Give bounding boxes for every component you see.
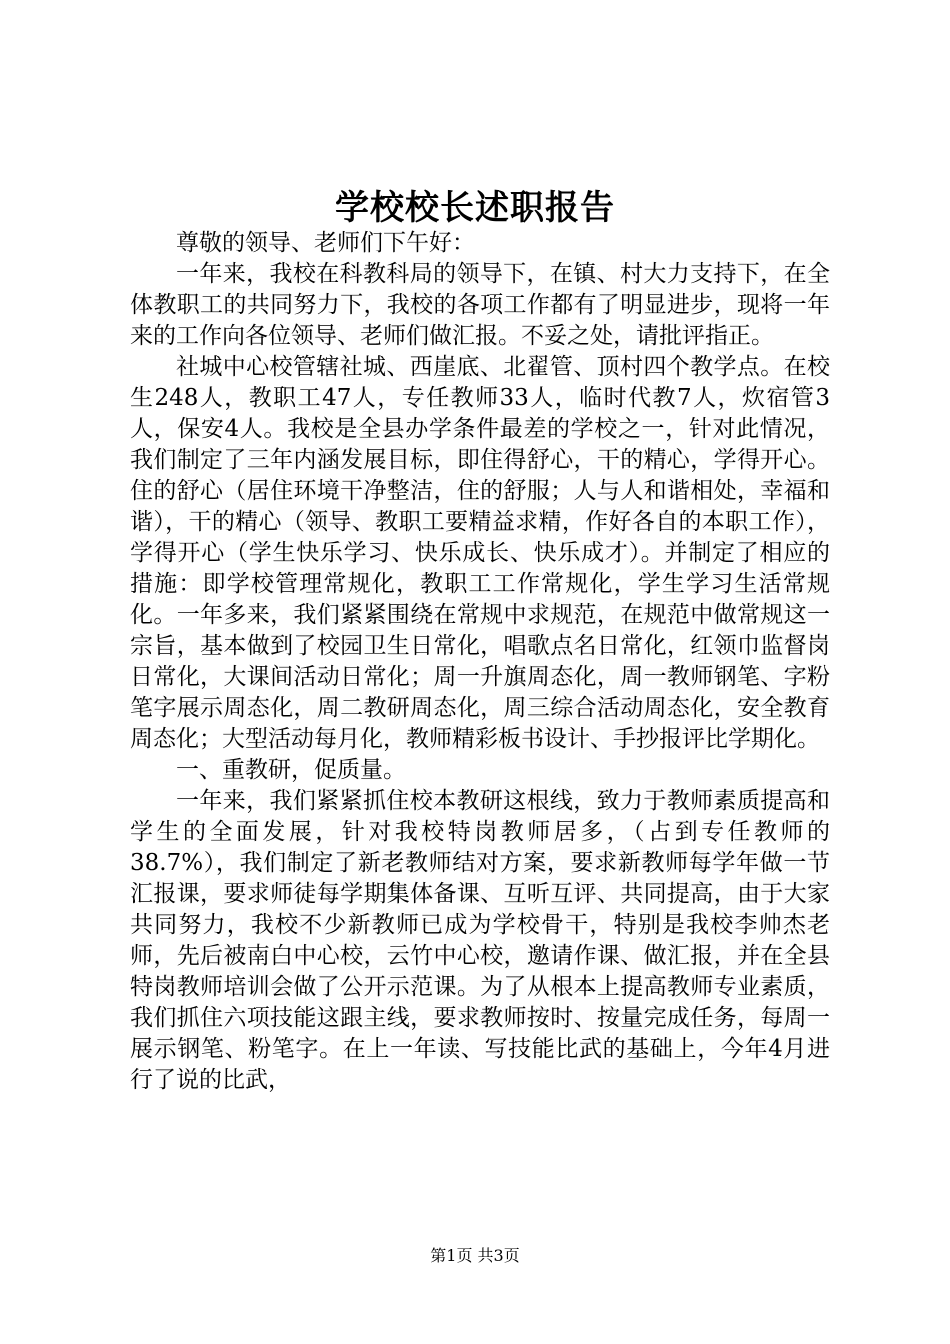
page-footer: 第1页 共3页 [430,1246,520,1265]
paragraph-greeting: 尊敬的领导、老师们下午好： [176,230,475,256]
paragraph-teaching-research: 一年来，我们紧紧抓住校本教研这根线，致力于教师素质提高和学生的全面发展，针对我校特岗教师居多，（占到专任教师的38.7%），我们制定了新老教师结对方案，要求新教师每学年做一节汇报课，要求师徒每学期集体备课、互听互评、共同提高，由于大家共同努力，我校不少新教师已成为学校骨干，特别是我校李帅杰老师，先后被南白中心校，云竹中心校，邀请作课、做汇报，并在全县特岗教师培训会做了公开示范课。为了从根本上提高教师专业素质，我们抓住六项技能这跟主线，要求教师按时、按量完成任务，每周一展示钢笔、粉笔字。在上一年读、写技能比武的基础上，今年4月进行了说的比武， [130,788,830,1093]
document-title: 学校校长述职报告 [335,188,615,228]
paragraph-intro: 一年来，我校在科教科局的领导下，在镇、村大力支持下，在全体教职工的共同努力下，我校的各项工作都有了明显进步，现将一年来的工作向各位领导、老师们做汇报。不妥之处，请批评指正。 [130,261,830,349]
document-body [130,228,830,1096]
paragraph-school-overview: 社城中心校管辖社城、西崖底、北翟管、顶村四个教学点。在校生248人，教职工47人，专任教师33人，临时代教7人，炊宿管3人，保安4人。我校是全县办学条件最差的学校之一，针对此情况，我们制定了三年内涵发展目标，即住得舒心，干的精心，学得开心。住的舒心（居住环境干净整洁，住的舒服；人与人和谐相处，幸福和谐），干的精心（领导、教职工要精益求精，作好各自的本职工作），学得开心（学生快乐学习、快乐成长、快乐成才）。并制定了相应的措施：即学校管理常规化，教职工工作常规化，学生学习生活常规化。一年多来，我们紧紧围绕在常规中求规范，在规范中做常规这一宗旨，基本做到了校园卫生日常化，唱歌点名日常化，红领巾监督岗日常化，大课间活动日常化；周一升旗周态化，周一教师钢笔、字粉笔字展示周态化，周二教研周态化，周三综合活动周态化，安全教育周态化；大型活动每月化，教师精彩板书设计、手抄报评比学期化。 [130,354,830,752]
section-heading-teaching-research: 一、重教研，促质量。 [176,757,406,783]
